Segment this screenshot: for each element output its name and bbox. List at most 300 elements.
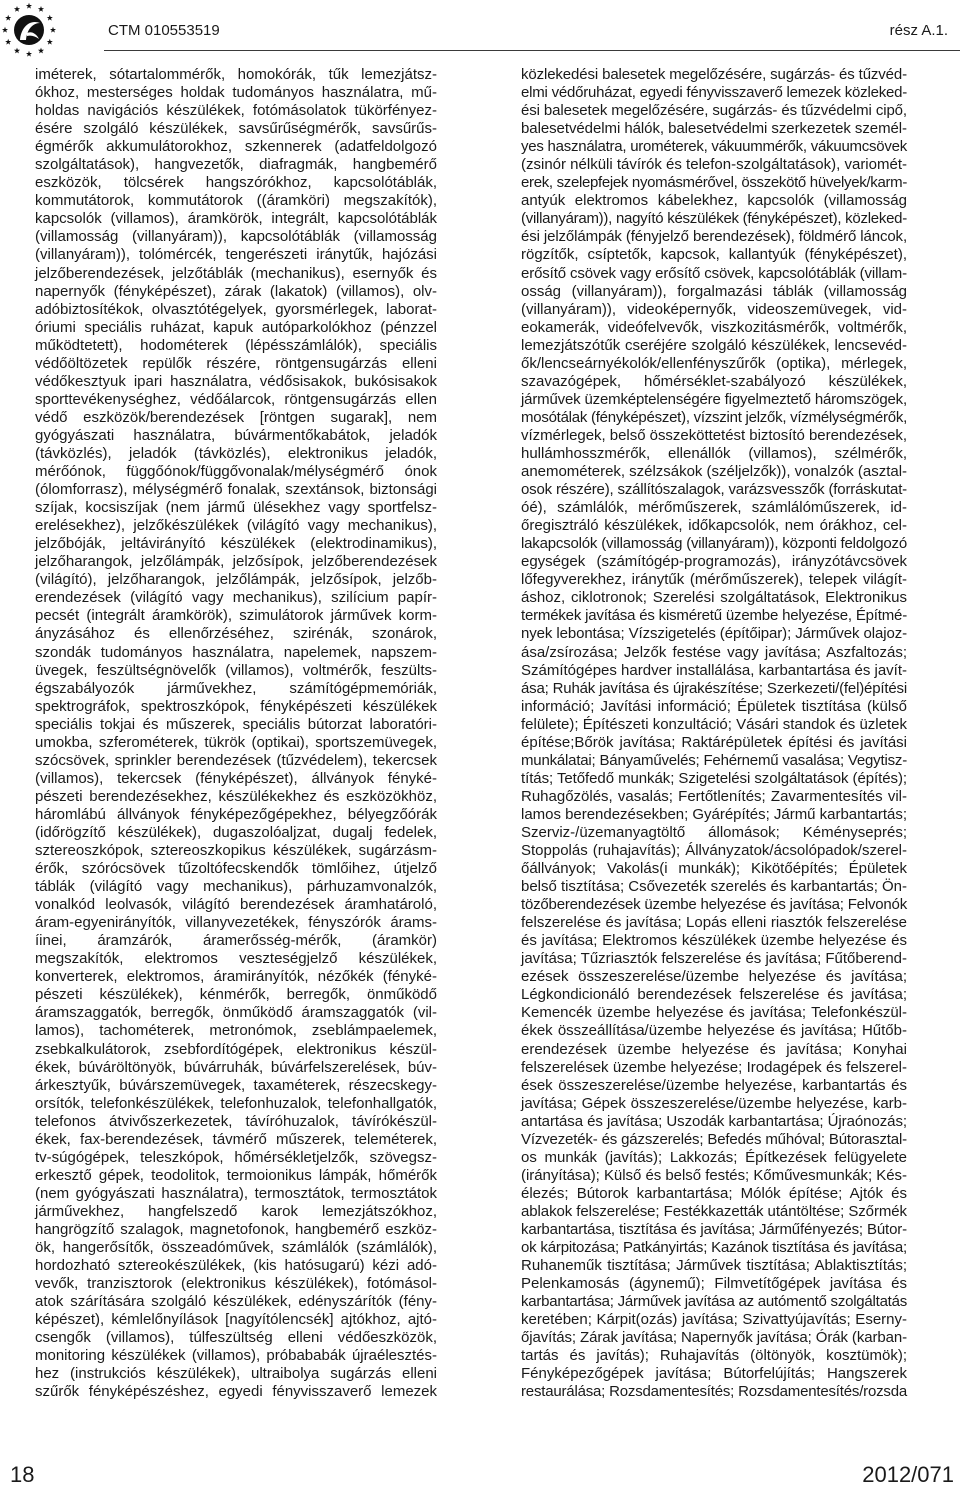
text-line — [35, 968, 437, 986]
text-line-content: őjavítás; Zárak javítása; Napernyők javítása; Órák (karban- — [521, 1329, 907, 1347]
text-line-content: szócsövek, sprinkler berendezések (tűzvédelem), tekercsek — [35, 751, 437, 769]
text-line-content: osok részére), szállítószalagok, varázsvesszők (forráskutat- — [521, 481, 907, 499]
text-line — [35, 680, 437, 698]
text-line — [521, 716, 907, 734]
text-line — [35, 1077, 437, 1095]
text-line-content: tözőberendezések üzembe helyezése és javítása; Felvonók — [521, 896, 907, 914]
text-line — [521, 1077, 907, 1095]
text-line — [521, 1257, 907, 1275]
text-line — [521, 283, 907, 301]
text-line — [35, 499, 437, 517]
text-line-content: antartása és javítása; Uszodák karbantartása; Újraónozás; — [521, 1112, 907, 1130]
text-line — [521, 553, 907, 571]
bulletin-issue: 2012/071 — [862, 1462, 954, 1487]
text-line — [35, 1022, 437, 1040]
text-line-content: Légkondicionáló berendezések felszerelése és javítása; — [521, 986, 907, 1004]
text-line-content: mosótálak (fényképészet), vízszint jelzők, vízmélységmérők, — [521, 408, 907, 426]
text-line — [521, 1185, 907, 1203]
text-line — [521, 1383, 907, 1401]
text-line — [521, 337, 907, 355]
text-line-content: lamos berendezésekben; Gyárépítés; Jármű karbantartás; — [521, 805, 907, 823]
text-line — [35, 770, 437, 788]
text-line — [521, 824, 907, 842]
text-line-content: hordozható sztereokészülékek, (kis hatósugarú) kézi adó- — [35, 1257, 437, 1275]
text-line-content: balesetvédelmi hálók, balesetvédelmi szerkezetek személ- — [521, 120, 907, 138]
text-line-content: jelzőbóják, jeltávirányító készülékek (elektrodinamikus), — [35, 535, 437, 553]
text-line-content: ésére szolgáló készülékek, savsűrűségmérők, savsűrűs- — [35, 120, 437, 138]
text-line-content: ok kárpitozása; Patkányirtás; Kazánok tisztítása és javítása; — [521, 1239, 907, 1257]
text-line — [35, 1329, 437, 1347]
text-line — [35, 156, 437, 174]
text-line — [521, 1022, 907, 1040]
text-line-content: hullámhosszmérők, ellenállók (villamos), szélmérők, — [521, 444, 907, 462]
text-line — [35, 1167, 437, 1185]
text-line — [35, 283, 437, 301]
text-line — [521, 1239, 907, 1257]
text-line-content: zsebkalkulátorok, zsebfordítógépek, elektronikus készül- — [35, 1040, 437, 1058]
text-line — [35, 192, 437, 210]
text-line — [35, 1365, 437, 1383]
text-line-content: Ruhagőzölés, vasalás; Fertőtlenítés; Zavarmentesítés vil- — [521, 787, 907, 805]
text-line — [35, 806, 437, 824]
text-line-content: iméterek, sótartalommérők, homokórák, tűk lemezjátsz- — [35, 66, 437, 83]
text-line-content: konverterek, elektromos, áramirányítók, nézőkék (fényké- — [35, 968, 437, 986]
text-line — [521, 860, 907, 878]
text-line-content: megszakítók, elektromos veszteségjelző készülékek, — [35, 950, 437, 968]
text-line — [521, 463, 907, 481]
text-line-content: Számítógépes hardver installálása, karbantartása és javít- — [521, 661, 907, 679]
text-line-content: felülete); Építészeti konzultáció; Vásári standok és üzletek — [521, 715, 907, 733]
text-line — [521, 409, 907, 427]
text-line — [35, 860, 437, 878]
text-line-content: pészeti készülékek), kénmérők, berregők, önműködő — [35, 986, 437, 1004]
text-line — [521, 932, 907, 950]
text-line — [35, 698, 437, 716]
text-line — [35, 1004, 437, 1022]
text-line — [35, 553, 437, 571]
text-line-content: Fényképezőgépek javítása; Bútorfelújítás; Hangszerek — [521, 1365, 907, 1383]
text-line-content: égmérők akkumulátorokhoz, szkennerek (adatfeldolgozó — [35, 138, 437, 156]
text-line — [521, 1221, 907, 1239]
text-line — [35, 607, 437, 625]
text-line — [521, 301, 907, 319]
text-line-content: ezések összeszerelése/üzembe helyezése és javítása; — [521, 968, 907, 986]
text-line-content: szavazógépek, hőmérséklet-szabályozó készülékek, — [521, 372, 907, 390]
text-line-content: kommutátorok, kommutátorok ((áramköri) megszakítók), — [35, 192, 437, 210]
text-line — [35, 265, 437, 283]
text-line — [521, 806, 907, 824]
text-line-content: holdas navigációs készülékek, fotómásolatok tükörfényez- — [35, 102, 437, 120]
text-line — [521, 138, 907, 156]
text-line-content: telefonos átvivőszerkezetek, távíróhuzalok, távírókészül- — [35, 1112, 437, 1130]
text-line — [521, 156, 907, 174]
text-line — [35, 1059, 437, 1077]
text-line-content: jelzőharangok, jelzőlámpák, jelzősípok, jelzőberendezések — [35, 553, 437, 571]
text-line-content: anemométerek, szélzsákok (széljelzők)), vonalzók (asztal- — [521, 463, 907, 481]
text-line-content: őállványok; Vakolás(i munkák); Kikötőépítés; Épületek — [521, 860, 907, 878]
text-line — [521, 445, 907, 463]
text-line-content: (villanyáram)), nagyító készülékek (fényképészet), közleked- — [521, 210, 907, 228]
text-line-content: közlekedési balesetek megelőzésére, sugárzás- és tűzvéd- — [521, 66, 907, 83]
text-line — [35, 138, 437, 156]
ohim-logo-icon — [0, 0, 60, 60]
text-line — [35, 788, 437, 806]
text-line — [521, 1004, 907, 1022]
text-line-content: speciális tokjai és műszerek, speciális bútorzat laboratóri- — [35, 715, 437, 733]
text-line — [35, 445, 437, 463]
text-line — [521, 1275, 907, 1293]
text-line-content: (időrögzítő készülékek), dugaszolóaljzat, dugalj fedelek, — [35, 823, 437, 841]
text-line-content: munkálatai; Bányaművelés; Fehérnemű vasalása; Vegytisz- — [521, 751, 907, 769]
text-line-content: Kemencék üzembe helyezése és javítása; Telefonkészül- — [521, 1004, 907, 1022]
text-line — [35, 319, 437, 337]
text-line-content: vevők, tranzisztorok (elektronikus készülékek), fotómásol- — [35, 1275, 437, 1293]
text-line-content: áram-egyenirányítók, villanyvezetékek, fényszórók árams- — [35, 914, 437, 932]
text-line — [521, 1095, 907, 1113]
text-line — [521, 228, 907, 246]
text-line — [521, 481, 907, 499]
text-line — [35, 986, 437, 1004]
text-line — [35, 1275, 437, 1293]
text-line — [521, 986, 907, 1004]
text-line-content: keretében; Kárpit(ozás) javítása; Szivattyújavítás; Eserny- — [521, 1311, 907, 1329]
text-line-content: óé), számlálók, mérőműszerek, számlálóműszerek, id- — [521, 499, 907, 517]
text-line-content: (villanyáram)), videoképernyők, videoszemüvegek, vid- — [521, 300, 907, 318]
text-line — [35, 1131, 437, 1149]
text-line-content: tartás és javítás); Ruhajavítás (öltönyök, kosztümök); — [521, 1347, 907, 1365]
text-line — [35, 246, 437, 264]
text-line-content: Vízvezeték- és gázszerelés; Befedés műhóval; Bútorasztal- — [521, 1130, 907, 1148]
text-line — [521, 174, 907, 192]
text-line-content: ása/zsírozása; Jelzők festése vagy javítása; Aszfaltozás; — [521, 643, 907, 661]
text-line — [35, 337, 437, 355]
text-line-content: vonalkód leolvasók, világító berendezések áramhatároló, — [35, 896, 437, 914]
text-line — [35, 210, 437, 228]
text-line — [521, 84, 907, 102]
text-line-content: védő eszközök/berendezések [röntgen sugarak], nem — [35, 408, 437, 426]
text-line — [521, 1149, 907, 1167]
text-line — [35, 1257, 437, 1275]
text-line — [35, 1041, 437, 1059]
text-line — [35, 174, 437, 192]
text-line — [521, 246, 907, 264]
text-line-content: jelzőberendezések, jelzőtáblák (mechanikus), esernyők és — [35, 264, 437, 282]
text-line — [35, 589, 437, 607]
text-line-content: sporttevékenységhez, védőálarcok, röntgensugárzás ellen — [35, 390, 437, 408]
text-line — [521, 120, 907, 138]
text-line-content: élezés; Bútorok karbantartása; Mólók építése; Ajtók és — [521, 1184, 907, 1202]
text-line-content: erendezések üzembe helyezése és javítása; Konyhai — [521, 1040, 907, 1058]
text-line — [35, 1311, 437, 1329]
text-line — [35, 950, 437, 968]
text-line-content: íinei, áramzárók, áramerősség-mérők, (áramkör) — [35, 932, 437, 950]
text-line — [521, 66, 907, 84]
text-line — [521, 968, 907, 986]
text-line — [521, 878, 907, 896]
text-line — [35, 716, 437, 734]
text-line — [35, 896, 437, 914]
text-line-content: és javítása; Elektromos készülékek üzembe helyezése és — [521, 932, 907, 950]
text-line-content: (nem gyógyászati használatra), termosztátok, termosztátok — [35, 1184, 437, 1202]
text-line-content: ési jelzőlámpák (fényjelző berendezések), földmérő láncok, — [521, 228, 907, 246]
text-line-content: csengők (villamos), túlfeszültség elleni védőeszközök, — [35, 1329, 437, 1347]
text-line-content: kapcsolók (villamos), áramkörök, integrált, kapcsolótáblák — [35, 210, 437, 228]
text-line — [35, 1149, 437, 1167]
text-line — [35, 102, 437, 120]
text-line-content: ása; Ruhák javítása és újrakészítése; Szerkezeti/(fel)építési — [521, 679, 907, 697]
text-line-content: (távközlés), jeladók (távközlés), elektronikus jeladók, — [35, 444, 437, 462]
text-line — [35, 1293, 437, 1311]
text-line — [35, 228, 437, 246]
text-line-content: Stoppolás (ruhajavítás); Állványzatok/ácsolópadok/szerel- — [521, 842, 907, 860]
document-id: CTM 010553519 — [108, 22, 220, 39]
text-line-content: egységek (számítógép-programozás), irányzótávcsövek — [521, 553, 907, 571]
text-line-content: Pelenkamosás (ágynemű); Filmvetítőgépek javítása és — [521, 1275, 907, 1293]
text-line-content: óriumi speciális ruházat, kapuk autóparkolókhoz (pénzzel — [35, 318, 437, 336]
text-line-content: pecsét (integrált áramkörök), szimulátorok járművek korm- — [35, 607, 437, 625]
text-line — [521, 535, 907, 553]
text-line-content: járművek üzemképtelenségére figyelmeztető háromszögek, — [521, 390, 907, 408]
text-line-content: vízmérlegek, belső összeköttetést biztosító berendezések, — [521, 426, 907, 444]
text-line — [35, 625, 437, 643]
text-line-content: árkesztyűk, búvárszemüvegek, taxaméterek, részecskegy- — [35, 1076, 437, 1094]
text-line-content: üvegek, feszültségnövelők (villamos), voltmérők, feszülts- — [35, 661, 437, 679]
text-line-content: erek, szelepfejek nyomásmérővel, összekötő hüvelyek/karm- — [521, 174, 907, 192]
text-line-content: adóbiztosítékok, olvasztótégelyek, gyorsmérlegek, laborat- — [35, 300, 437, 318]
text-line — [521, 589, 907, 607]
text-line-content: képészet), kémlelőnyílások [nagyítólencsék] ajtókhoz, ajtó- — [35, 1311, 437, 1329]
text-line-content: ányzásához és ellenőrzéséhez, szirénák, szonárok, — [35, 625, 437, 643]
text-line-content: gyógyászati használatra, búvármentőkabátok, jeladók — [35, 426, 437, 444]
text-line — [35, 517, 437, 535]
text-line-content: égszabályozók járművekhez, számítógépmemóriák, — [35, 679, 437, 697]
text-line-content: érők, szórócsövek tűzoltófecskendők tömlőihez, útjelző — [35, 860, 437, 878]
text-line — [35, 842, 437, 860]
text-line-content: nyek lebontása; Vízszigetelés (építőipar); Járművek olajoz- — [521, 625, 907, 643]
text-line — [521, 1041, 907, 1059]
text-line — [35, 932, 437, 950]
text-line-content: felszerelése és javítása; Lopás elleni riasztók felszerelése — [521, 914, 907, 932]
text-line — [35, 1185, 437, 1203]
text-line-content: ablakok felszerelése; Festékkazetták utántöltése; Szőrmék — [521, 1202, 907, 1220]
page-number: 18 — [10, 1462, 35, 1487]
text-line — [35, 84, 437, 102]
text-line-content: osság (villanyáram)), forgalmazási táblák (villamosság — [521, 282, 907, 300]
text-line — [35, 301, 437, 319]
right-column — [521, 66, 907, 1401]
text-line — [35, 1347, 437, 1365]
text-line-content: hangrögzítő szalagok, magnetofonok, hangbemérő eszköz- — [35, 1221, 437, 1238]
text-line-content: szondák tudományos használatra, napelemek, napszem- — [35, 643, 437, 661]
text-line — [521, 734, 907, 752]
text-line — [521, 1365, 907, 1383]
text-line-content: háromlábú állványok fényképezőgépekhez, bélyegzőórák — [35, 805, 437, 823]
text-line — [521, 752, 907, 770]
text-line-content: (világító), jelzőharangok, jelzőlámpák, jelzősípok, jelzőb- — [35, 571, 437, 589]
text-line — [521, 517, 907, 535]
text-line-content: ések összeszerelése/üzembe helyezése, karbantartás és — [521, 1076, 907, 1094]
text-line — [35, 1383, 437, 1401]
text-line — [35, 120, 437, 138]
text-line-content: ők/lencseárnyékolók/ellenfényszűrők (optika), mérlegek, — [521, 354, 907, 372]
text-line-content: javítása; Tűzriasztók felszerelése és javítása; Fűtőberend- — [521, 950, 907, 968]
text-line — [521, 1167, 907, 1185]
text-line — [521, 1329, 907, 1347]
text-line-content: erelésekhez), jelzőkészülékek (világító vagy mechanikus), — [35, 517, 437, 535]
text-line — [521, 265, 907, 283]
text-line — [35, 734, 437, 752]
text-line — [521, 788, 907, 806]
text-line-content: lakapcsolók (villamosság (villanyáram)), központi feldolgozó — [521, 535, 907, 553]
text-line-content: javítása; Gépek összeszerelése/üzembe helyezése, karb- — [521, 1094, 907, 1112]
text-line — [35, 662, 437, 680]
text-line-content: (villamosság (villanyáram)), kapcsolótáblák (villamosság — [35, 228, 437, 246]
text-line — [521, 1203, 907, 1221]
text-line — [35, 824, 437, 842]
text-line-content: szolgáltatások), hangvezetők, diafragmák, hangbemérő — [35, 156, 437, 174]
text-line-content: táblák (világító vagy mechanikus), párhuzamvonalzók, — [35, 878, 437, 896]
text-line — [521, 1293, 907, 1311]
text-line — [35, 1095, 437, 1113]
text-line — [35, 409, 437, 427]
text-line-content: umokba, szferométerek, tükrök (optikai), sportszemüvegek, — [35, 733, 437, 751]
left-column — [35, 66, 437, 1401]
text-line-content: ékek összeállítása/üzembe helyezése és javítása; Hűtőb- — [521, 1022, 907, 1040]
text-line-content: spektrográfok, spektroszkópok, fényképészeti készülékek — [35, 697, 437, 715]
text-line-content: orsítók, telefonkészülékek, telefonhuzalok, telefonhallgatók, — [35, 1094, 437, 1112]
text-line-content: lőfegyverekhez, iránytűk (mérőműszerek), telepek világít- — [521, 571, 907, 589]
text-line-content: szűrők fényképészéshez, egyedi fényvisszaverő lemezek — [35, 1383, 437, 1401]
text-line-content: felszerelések üzembe helyezése; Irodagépek és felszerel- — [521, 1058, 907, 1076]
text-line — [521, 391, 907, 409]
text-line-content: építése;Bőrök javítása; Raktárépületek építési és javítási — [521, 733, 907, 751]
text-line — [35, 391, 437, 409]
header-divider — [104, 50, 960, 51]
text-line-content: Ruhaneműk tisztítása; Járművek tisztítása; Ablaktisztítás; — [521, 1257, 907, 1275]
text-line-content: ókhoz, mesterséges holdak tudományos használatra, mű- — [35, 84, 437, 102]
text-line-content: (irányítása); Külső és belső festés; Kőművesmunkák; Kés- — [521, 1166, 907, 1184]
text-line — [521, 192, 907, 210]
text-line-content: (ólomforrasz), mélységmérő fonalak, szextánsok, biztonsági — [35, 481, 437, 499]
text-line-content: restaurálása; Rozsdamentesítés; Rozsdamentesítés/rozsda — [521, 1383, 907, 1401]
text-line — [521, 373, 907, 391]
text-line — [35, 1113, 437, 1131]
text-line — [521, 1347, 907, 1365]
text-line — [35, 752, 437, 770]
text-line — [521, 319, 907, 337]
text-line-content: erősítő csövek vagy erősítő csövek, kapcsolótáblák (villam- — [521, 264, 907, 282]
text-line — [521, 662, 907, 680]
text-line-content: (villanyáram)), tolómércék, tengerészeti iránytűk, hajózási — [35, 246, 437, 264]
text-line-content: tv-súgógépek, teleszkópok, hőmérsékletjelzők, szövegsz- — [35, 1148, 437, 1166]
text-line-content: karbantartása, tisztítása és javítása; Járműfényezés; Bútor- — [521, 1221, 908, 1238]
text-line-content: os munkák (javítás); Lakkozás; Építkezések felügyelete — [521, 1148, 907, 1166]
text-line-content: karbantartása; Járművek javítása az autómentő szolgáltatás — [521, 1293, 908, 1311]
text-line — [35, 878, 437, 896]
text-line-content: ési balesetek megelőzésére, sugárzás- és tűzvédelmi cipő, — [521, 102, 907, 120]
text-line-content: monitoring készülékek (villamos), próbababák újraélesztés- — [35, 1347, 437, 1365]
text-line-content: antyúk elektromos kábelekhez, kapcsolók (villamosság — [521, 192, 907, 210]
text-line-content: erkesztő gépek, teodolitok, termoionikus lámpák, hőmérők — [35, 1166, 437, 1184]
text-line-content: eokamerák, videófelvevők, viszkozitásmérők, voltmérők, — [521, 318, 907, 336]
text-line — [521, 1113, 907, 1131]
text-line — [521, 698, 907, 716]
text-line — [35, 914, 437, 932]
text-line-content: járművekhez, hangfelszedő karok lemezjátszókhoz, — [35, 1202, 437, 1220]
text-line — [521, 1059, 907, 1077]
text-line — [521, 1311, 907, 1329]
text-line — [35, 1239, 437, 1257]
text-line — [35, 373, 437, 391]
text-line-content: ök, hangerősítők, összeadóművek, számlálók (számlálók), — [35, 1239, 437, 1257]
text-line-content: információ; Javítási információ; Épületek tisztítása (külső — [521, 697, 907, 715]
text-line-content: napernyők (fényképészet), zárak (lakatok) (villamos), olv- — [35, 282, 437, 300]
text-line — [521, 427, 907, 445]
section-label: rész A.1. — [889, 22, 948, 39]
text-line-content: lamos), tachométerek, metronómok, zseblámpaelemek, — [35, 1022, 437, 1040]
text-line — [521, 607, 907, 625]
text-line-content: sztereoszkópok, sztereoszkopikus készülékek, sugárzásm- — [35, 842, 437, 860]
text-line-content: mérőónok, függőónok/függővonalak/mélységmérő ónok — [35, 463, 437, 481]
text-line — [521, 950, 907, 968]
text-line — [35, 644, 437, 662]
text-line — [35, 1203, 437, 1221]
text-line — [521, 355, 907, 373]
text-line-content: títás; Tetőfedő munkák; Szigetelési szolgáltatások (építés); — [521, 769, 907, 787]
text-line — [521, 644, 907, 662]
text-line-content: működtetett), hodométerek (lépésszámlálók), speciális — [35, 336, 437, 354]
text-line — [521, 210, 907, 228]
text-line — [521, 896, 907, 914]
text-line-content: ékek, fax-berendezések, távmérő műszerek, teleméterek, — [35, 1130, 437, 1148]
text-line — [521, 842, 907, 860]
text-line — [35, 481, 437, 499]
text-line — [35, 1221, 437, 1239]
text-line-content: védőkesztyuk ipari használatra, védősisakok, bukósisakok — [35, 372, 437, 390]
text-line-content: lemezjátszótűk cseréjére szolgáló készülékek, lencsevéd- — [521, 336, 907, 354]
text-line-content: ékek, búváröltönyök, búvárruhák, búvárfelszerelések, búv- — [35, 1058, 437, 1076]
text-line — [521, 571, 907, 589]
text-line — [35, 571, 437, 589]
text-line-content: elmi védőruházat, egyedi fényvisszaverő lemezek közleked- — [521, 84, 907, 102]
text-line — [35, 427, 437, 445]
text-line-content: (villamos), tekercsek (fényképészet), állványok fényké- — [35, 769, 437, 787]
text-line — [35, 535, 437, 553]
text-line-content: hez (instrukciós készülékek), ultraibolya sugárzás elleni — [35, 1365, 437, 1383]
text-line-content: áshoz, ciklotronok; Szerelési szolgáltatások, Elektronikus — [521, 589, 907, 607]
text-line-content: szíjak, kocsiszíjak (nem jármű ülésekhez vagy sportfelsz- — [35, 499, 437, 517]
text-line — [521, 770, 907, 788]
text-line-content: (zsinór nélküli távírók és telefon-szolgáltatások), variomét- — [521, 156, 907, 174]
text-line-content: védőöltözetek repülők részére, röntgensugárzás elleni — [35, 354, 437, 372]
text-line — [521, 1131, 907, 1149]
text-line — [521, 914, 907, 932]
text-line-content: belső tisztítása; Csővezeték szerelés és karbantartás; Ön- — [521, 878, 907, 896]
text-line-content: yes használatra, urométerek, vákuummérők, vákuumcsövek — [521, 138, 907, 156]
text-line-content: termékek javítása és kisméretű üzembe helyezése, Építmé- — [521, 607, 907, 625]
text-line — [521, 102, 907, 120]
text-line — [521, 680, 907, 698]
text-line — [35, 66, 437, 84]
text-line — [521, 499, 907, 517]
text-line-content: pészeti berendezésekhez, készülékekhez és eszközökhöz, — [35, 787, 437, 805]
text-line-content: áramszaggatók, berregők, önműködő áramszaggatók (vil- — [35, 1004, 437, 1022]
text-line-content: atok szárítására szolgáló készülékek, edényszárítók (fény- — [35, 1293, 437, 1311]
text-line-content: rögzítők, csíptetők, kapcsok, kallantyúk (fényképészet), — [521, 246, 907, 264]
text-line-content: Szerviz-/üzemanyagtöltő állomások; Kéményseprés; — [521, 823, 907, 841]
text-line — [35, 463, 437, 481]
text-line-content: eszközök, tölcsérek hangszórókhoz, kapcsolótáblák, — [35, 174, 437, 192]
